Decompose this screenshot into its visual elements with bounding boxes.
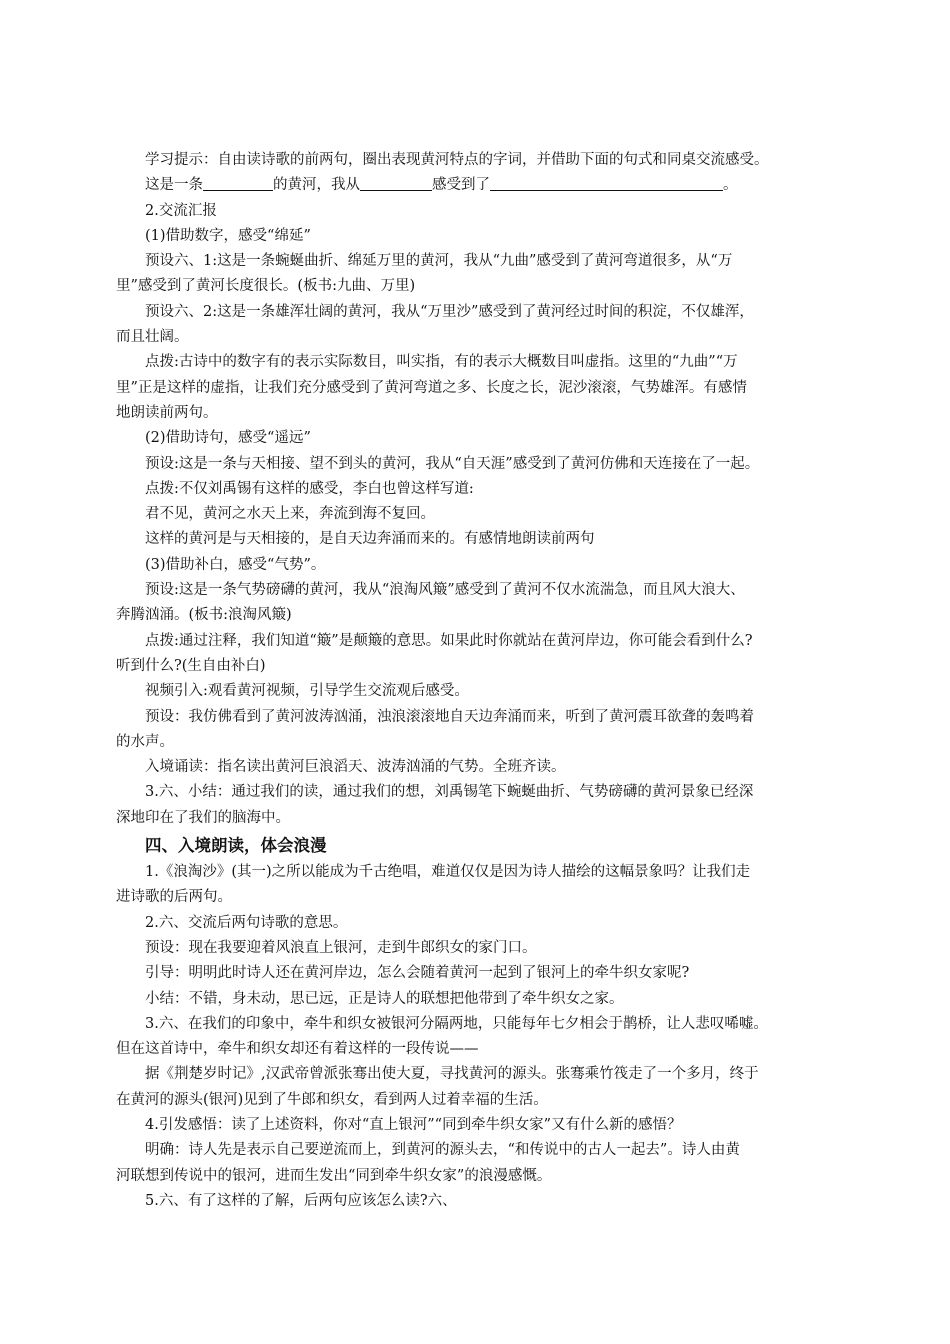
- text-line: 深地印在了我们的脑海中。: [116, 809, 290, 826]
- text-line: 点拨:通过注释，我们知道“簸”是颠簸的意思。如果此时你就站在黄河岸边，你可能会看到什么?: [145, 632, 753, 649]
- text-line: 小结：不错，身未动，思已远，正是诗人的联想把他带到了牵牛织女之家。: [145, 990, 624, 1007]
- text-line: 2.交流汇报: [145, 202, 217, 219]
- text-line: 里”感受到了黄河长度很长。(板书:九曲、万里): [116, 278, 416, 295]
- text-line: (2)借助诗句，感受“遥远”: [145, 430, 311, 447]
- frame-part-b: 的黄河，我从: [273, 177, 360, 194]
- text-line: 进诗歌的后两句。: [116, 889, 232, 906]
- text-line: 视频引入:观看黄河视频，引导学生交流观后感受。: [145, 683, 469, 700]
- text-line: 2.六、交流后两句诗歌的意思。: [145, 914, 348, 931]
- frame-blank-3: [490, 175, 723, 191]
- text-line: 预设六、2:这是一条雄浑壮阔的黄河，我从“万里沙”感受到了黄河经过时间的积淀，不仅雄浑，: [145, 303, 754, 320]
- frame-end: 。: [723, 177, 738, 194]
- text-line: 奔腾汹涌。(板书:浪淘风簸): [116, 607, 292, 624]
- text-line: 明确：诗人先是表示自己要逆流而上，到黄河的源头去，“和传说中的古人一起去”。诗人由黄: [145, 1142, 740, 1159]
- text-line: 预设：现在我要迎着风浪直上银河，走到牛郎织女的家门口。: [145, 939, 537, 956]
- section4-body: [116, 860, 870, 1214]
- section4-heading: 四、入境朗读，体会浪漫: [145, 836, 327, 856]
- learning-tip: 学习提示：自由读诗歌的前两句，圈出表现黄河特点的字词，并借助下面的句式和同桌交流感受。: [145, 152, 769, 168]
- text-line: 3.六、小结：通过我们的读，通过我们的想，刘禹锡笔下蜿蜒曲折、气势磅礴的黄河景象已经深: [145, 784, 754, 801]
- text-line: 1.《浪淘沙》(其一)之所以能成为千古绝唱，难道仅仅是因为诗人描绘的这幅景象吗？让我们走: [145, 864, 751, 881]
- section3-body: [116, 199, 870, 831]
- text-line: 预设：我仿佛看到了黄河波涛汹涌，浊浪滚滚地自天边奔涌而来，听到了黄河震耳欲聋的轰鸣着: [145, 708, 754, 725]
- text-line: (3)借助补白，感受“气势”。: [145, 556, 326, 573]
- text-line: 但在这首诗中，牵牛和织女却还有着这样的一段传说——: [116, 1041, 479, 1058]
- text-line: 4.引发感悟：读了上述资料，你对“直上银河”“同到牵牛织女家”又有什么新的感悟？: [145, 1116, 682, 1133]
- text-line: 引导：明明此时诗人还在黄河岸边，怎么会随着黄河一起到了银河上的牵牛织女家呢?: [145, 965, 690, 982]
- frame-part-c: 感受到了: [432, 177, 490, 194]
- text-line: 3.六、在我们的印象中，牵牛和织女被银河分隔两地，只能每年七夕相会于鹊桥，让人悲叹唏嘘。: [145, 1015, 768, 1032]
- text-line: 据《荆楚岁时记》,汉武帝曾派张骞出使大夏，寻找黄河的源头。张骞乘竹筏走了一个多月，终于: [145, 1066, 759, 1083]
- text-line: 而且壮阔。: [116, 329, 189, 346]
- frame-blank-1: [203, 175, 273, 191]
- text-line: 预设六、1:这是一条蜿蜒曲折、绵延万里的黄河，我从“九曲”感受到了黄河弯道很多，从“万: [145, 253, 733, 270]
- text-line: (1)借助数字，感受“绵延”: [145, 227, 311, 244]
- frame-blank-2: [360, 175, 432, 191]
- text-line: 里”正是这样的虚指，让我们充分感受到了黄河弯道之多、长度之长，泥沙滚滚，气势雄浑。有感情: [116, 379, 747, 396]
- text-line: 河联想到传说中的银河，进而生发出“同到牵牛织女家”的浪漫感慨。: [116, 1167, 552, 1184]
- text-line: 预设:这是一条气势磅礴的黄河，我从“浪淘风簸”感受到了黄河不仅水流湍急，而且风大浪大、: [145, 582, 745, 599]
- text-line: 的水声。: [116, 733, 174, 750]
- text-line: 点拨:不仅刘禹锡有这样的感受，李白也曾这样写道:: [145, 480, 474, 497]
- text-line: 君不见，黄河之水天上来，奔流到海不复回。: [145, 506, 435, 523]
- text-line: 入境诵读：指名读出黄河巨浪滔天、波涛汹涌的气势。全班齐读。: [145, 759, 566, 776]
- text-line: 这样的黄河是与天相接的，是自天边奔涌而来的。有感情地朗读前两句: [145, 531, 595, 548]
- text-line: 在黄河的源头(银河)见到了牛郎和织女，看到两人过着幸福的生活。: [116, 1091, 548, 1108]
- frame-part-a: 这是一条: [145, 177, 203, 194]
- text-line: 点拨:古诗中的数字有的表示实际数目，叫实指，有的表示大概数目叫虚指。这里的“九曲”“万: [145, 354, 738, 371]
- sentence-frame: [116, 173, 870, 198]
- text-line: 地朗读前两句。: [116, 404, 218, 421]
- text-line: 听到什么?(生自由补白): [116, 657, 266, 674]
- text-line: 5.六、有了这样的了解，后两句应该怎么读?六、: [145, 1192, 457, 1209]
- text-line: 预设:这是一条与天相接、望不到头的黄河，我从“自天涯”感受到了黄河仿佛和天连接在了一起。: [145, 455, 760, 472]
- document-page: [116, 148, 870, 1214]
